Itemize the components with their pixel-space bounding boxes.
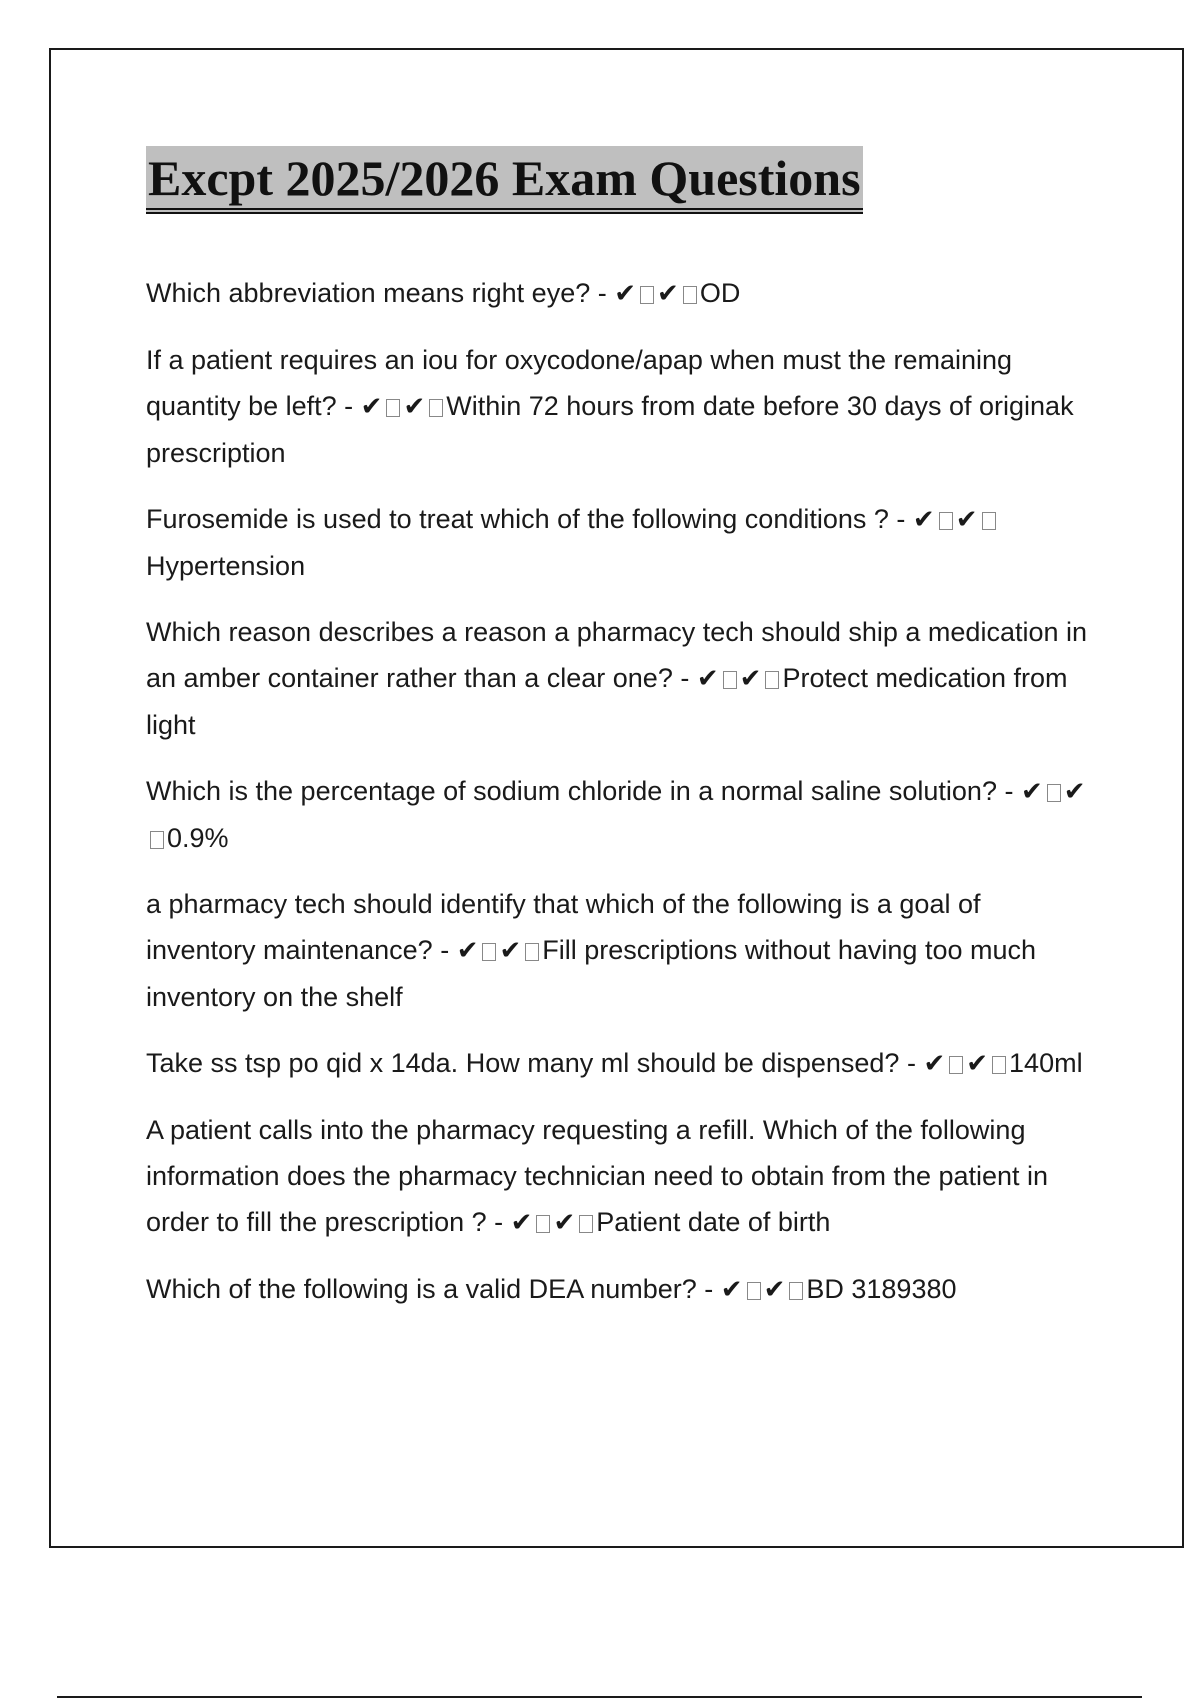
question-text: Furosemide is used to treat which of the following conditions ? (146, 504, 889, 534)
empty-box-icon (386, 399, 400, 417)
qa-item (146, 496, 1096, 589)
empty-box-icon (579, 1215, 593, 1233)
empty-box-icon (723, 671, 737, 689)
check-mark-icon: ✔ (1063, 777, 1086, 807)
check-mark-icon: ✔ (403, 392, 426, 422)
qa-item (146, 270, 1096, 317)
check-mark-icon: ✔ (912, 505, 935, 535)
empty-box-icon (536, 1215, 550, 1233)
question-text: A patient calls into the pharmacy requesting a refill. Which of the following information does the pharmacy technician need to obtain from the patient in order to fill the prescription ? (146, 1115, 1049, 1237)
check-mark-icon: ✔ (456, 936, 479, 966)
check-mark-icon: ✔ (1020, 777, 1043, 807)
answer-separator: - (486, 1207, 511, 1237)
question-list (146, 270, 1096, 1333)
check-mark-icon: ✔ (696, 664, 719, 694)
question-text: Which of the following is a valid DEA number? (146, 1274, 697, 1304)
check-mark-icon: ✔ (955, 505, 978, 535)
check-mark-icon: ✔ (657, 279, 679, 309)
answer-text: Within 72 hours from date before 30 days of originak prescription (146, 391, 1074, 468)
answer-separator: - (590, 278, 615, 308)
question-text: Take ss tsp po qid x 14da. How many ml should be dispensed? (146, 1048, 900, 1078)
answer-text: 0.9% (167, 823, 229, 853)
answer-text: Fill prescriptions without having too much inventory on the shelf (146, 935, 1037, 1012)
check-mark-icon: ✔ (553, 1208, 576, 1238)
empty-box-icon (992, 1056, 1006, 1074)
footer-divider (57, 1696, 1142, 1698)
empty-box-icon (1047, 784, 1061, 802)
title-block (146, 146, 863, 214)
empty-box-icon (982, 512, 996, 530)
empty-box-icon (747, 1282, 761, 1300)
answer-separator: - (996, 776, 1021, 806)
answer-text: Hypertension (146, 551, 306, 581)
answer-separator: - (672, 663, 697, 693)
qa-item (146, 337, 1096, 476)
qa-item (146, 1266, 1096, 1313)
check-mark-icon: ✔ (614, 279, 637, 309)
answer-text: 140ml (1009, 1048, 1083, 1078)
empty-box-icon (150, 831, 164, 849)
empty-box-icon (789, 1282, 803, 1300)
check-mark-icon: ✔ (510, 1208, 533, 1238)
question-text: Which is the percentage of sodium chloride in a normal saline solution? (146, 776, 997, 806)
empty-box-icon (640, 286, 654, 304)
qa-item (146, 1040, 1096, 1087)
answer-separator: - (336, 391, 361, 421)
document-title: Excpt 2025/2026 Exam Questions (146, 146, 863, 214)
answer-text: BD 3189380 (806, 1274, 957, 1304)
question-text: Which abbreviation means right eye? (146, 278, 591, 308)
check-mark-icon: ✔ (499, 936, 522, 966)
qa-item (146, 609, 1096, 748)
empty-box-icon (939, 512, 953, 530)
empty-box-icon (949, 1056, 963, 1074)
check-mark-icon: ✔ (966, 1049, 989, 1079)
empty-box-icon (525, 943, 539, 961)
check-mark-icon: ✔ (360, 392, 383, 422)
qa-item (146, 1107, 1096, 1246)
question-text: a pharmacy tech should identify that which of the following is a goal of inventory maintenance? (146, 889, 981, 965)
answer-separator: - (899, 1048, 924, 1078)
answer-separator: - (888, 504, 913, 534)
empty-box-icon (429, 399, 443, 417)
empty-box-icon (765, 671, 779, 689)
check-mark-icon: ✔ (923, 1049, 946, 1079)
answer-text: Patient date of birth (596, 1207, 831, 1237)
answer-separator: - (432, 935, 457, 965)
check-mark-icon: ✔ (763, 1275, 786, 1305)
empty-box-icon (683, 286, 697, 304)
answer-text: Protect medication from light (146, 663, 1068, 740)
answer-separator: - (696, 1274, 721, 1304)
question-text: Which reason describes a reason a pharmacy tech should ship a medication in an amber container rather than a clear one? (146, 617, 1088, 693)
answer-text: OD (699, 278, 741, 308)
qa-item (146, 768, 1096, 861)
question-text: If a patient requires an iou for oxycodone/apap when must the remaining quantity be left? (146, 345, 1013, 421)
empty-box-icon (482, 943, 496, 961)
check-mark-icon: ✔ (739, 664, 762, 694)
qa-item (146, 881, 1096, 1020)
check-mark-icon: ✔ (720, 1275, 743, 1305)
